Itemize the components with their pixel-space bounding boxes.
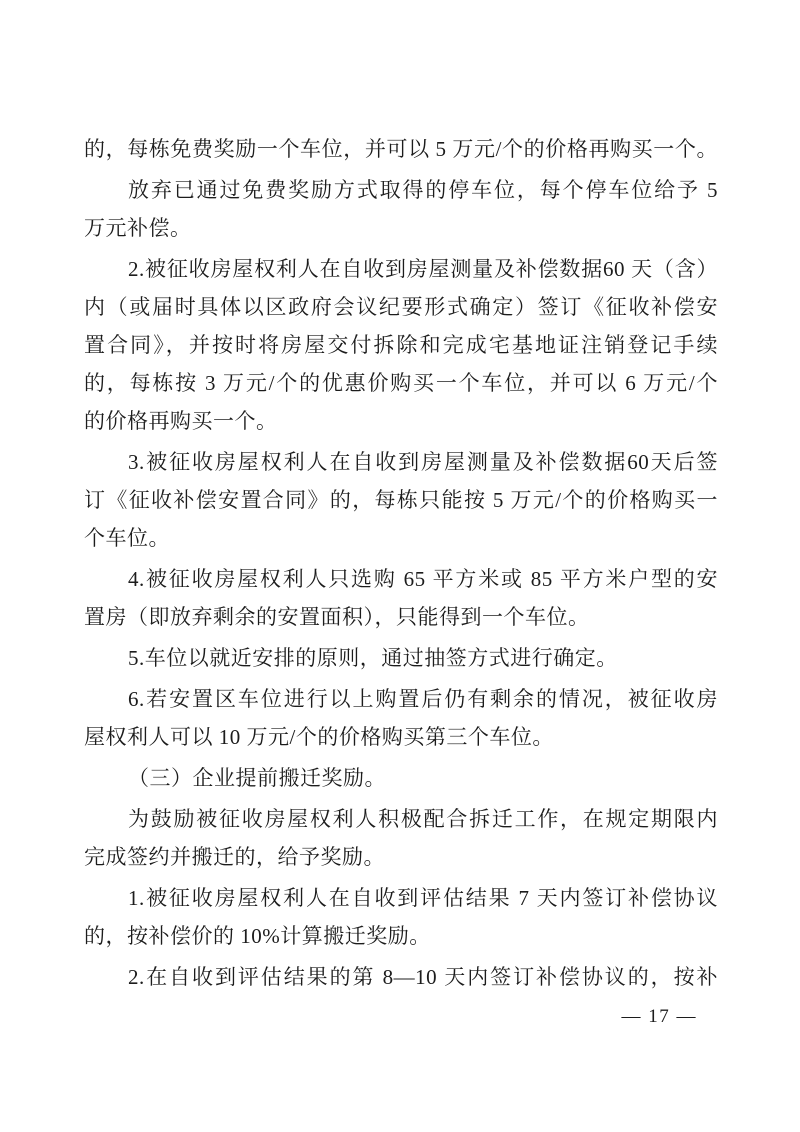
text-line: 置合同》，并按时将房屋交付拆除和完成宅基地证注销登记手续 <box>84 333 718 357</box>
text-line: 个车位。 <box>84 526 170 550</box>
text-line: 为鼓励被征收房屋权利人积极配合拆迁工作，在规定期限内 <box>128 807 718 831</box>
text-line: （三）企业提前搬迁奖励。 <box>128 766 386 790</box>
text-line: 万元补偿。 <box>84 216 192 240</box>
text-line: 的价格再购买一个。 <box>84 409 278 433</box>
text-line: 5.车位以就近安排的原则，通过抽签方式进行确定。 <box>128 646 618 670</box>
page-number: — 17 — <box>621 1006 697 1027</box>
text-line: 的，每栋按 3 万元/个的优惠价购买一个车位，并可以 6 万元/个 <box>84 371 718 395</box>
text-line: 的，按补偿价的 10%计算搬迁奖励。 <box>84 924 431 948</box>
text-line: 1.被征收房屋权利人在自收到评估结果 7 天内签订补偿协议 <box>128 886 718 910</box>
text-line: 2.被征收房屋权利人在自收到房屋测量及补偿数据60 天（含） <box>128 257 718 281</box>
text-line: 订《征收补偿安置合同》的，每栋只能按 5 万元/个的价格购买一 <box>84 488 718 512</box>
text-line: 屋权利人可以 10 万元/个的价格购买第三个车位。 <box>84 725 554 749</box>
text-line: 完成签约并搬迁的，给予奖励。 <box>84 845 385 869</box>
text-line: 3.被征收房屋权利人在自收到房屋测量及补偿数据60天后签 <box>128 450 718 474</box>
text-line: 置房（即放弃剩余的安置面积），只能得到一个车位。 <box>84 605 590 629</box>
text-line: 2.在自收到评估结果的第 8—10 天内签订补偿协议的，按补 <box>128 965 718 989</box>
text-line: 4.被征收房屋权利人只选购 65 平方米或 85 平方米户型的安 <box>128 567 718 591</box>
text-line: 6.若安置区车位进行以上购置后仍有剩余的情况，被征收房 <box>128 687 718 711</box>
text-line: 的，每栋免费奖励一个车位，并可以 5 万元/个的价格再购买一个。 <box>84 137 718 161</box>
text-line: 放弃已通过免费奖励方式取得的停车位，每个停车位给予 5 <box>128 178 718 202</box>
text-line: 内（或届时具体以区政府会议纪要形式确定）签订《征收补偿安 <box>84 295 718 319</box>
document-body <box>84 130 718 996</box>
